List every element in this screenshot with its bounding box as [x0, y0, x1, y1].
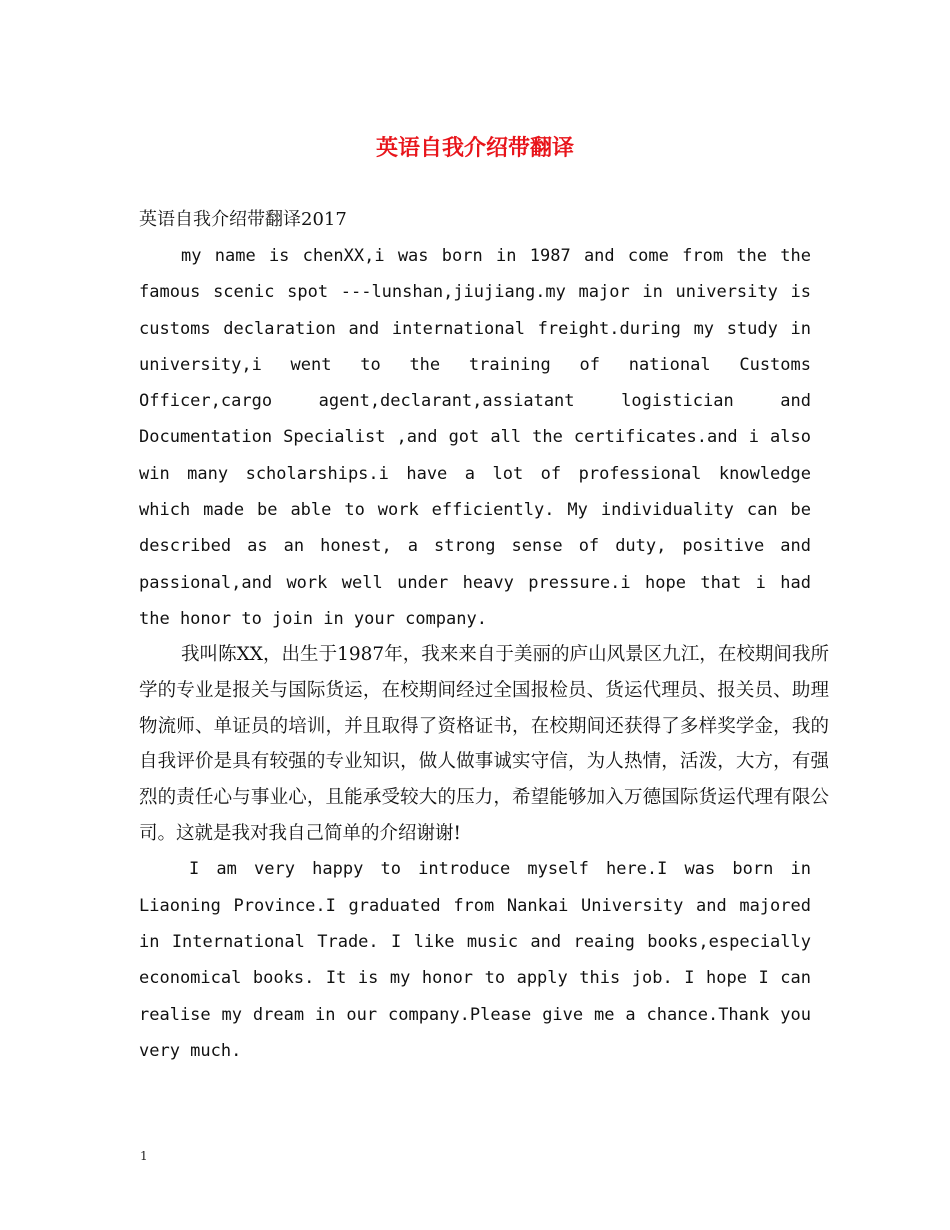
document-title: 英语自我介绍带翻译 [375, 135, 574, 161]
document-subtitle: 英语自我介绍带翻译2017 [139, 209, 347, 230]
english-paragraph-1: my name is chenXX,i was born in 1987 and come from the the famous scenic spot ---lunshan,jiujiang.my major in university is customs declaration and international freight.during my study in university,i went to the training of national Customs Officer,cargo agent,declarant,assiatant logistician and Documentation Specialist ,and got all the certificates.and i also win many scholarships.i have a lot of professional knowledge which made be able to work efficiently. My individuality can be described as an honest, a strong sense of duty, positive and passional,and work well under heavy pressure.i hope that i had the honor to join in your company. [139, 246, 811, 629]
english-paragraph-2: I am very happy to introduce myself here.I was born in Liaoning Province.I graduated from Nankai University and majored in International Trade. I like music and reaing books,especially economical books. It is my honor to apply this job. I hope I can realise my dream in our company.Please give me a chance.Thank you very much. [139, 859, 811, 1061]
chinese-paragraph: 我叫陈XX，出生于1987年，我来来自于美丽的庐山风景区九江，在校期间我所学的专业是报关与国际货运，在校期间经过全国报检员、货运代理员、报关员、助理物流师、单证员的培训，并且取得了资格证书，在校期间还获得了多样奖学金，我的自我评价是具有较强的专业知识，做人做事诚实守信，为人热情，活泼，大方，有强烈的责任心与事业心，且能承受较大的压力，希望能够加入万德国际货运代理有限公司。这就是我对我自己简单的介绍谢谢! [139, 644, 829, 844]
document-body [139, 202, 829, 1069]
page-number: 1 [140, 1149, 148, 1163]
